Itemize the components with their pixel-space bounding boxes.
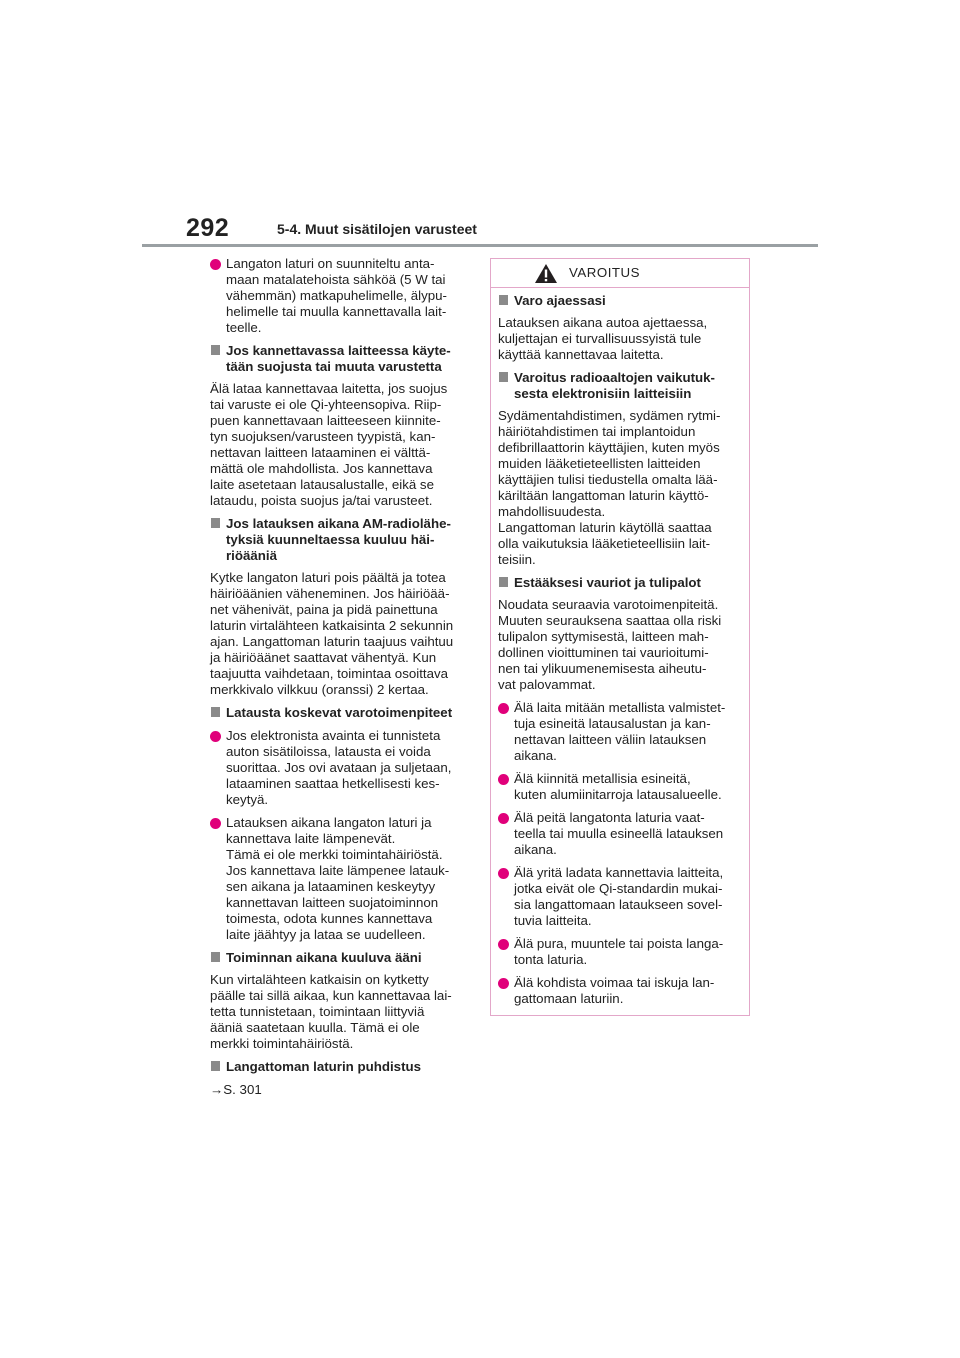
section-heading bbox=[210, 705, 466, 721]
warning-heading bbox=[498, 293, 743, 309]
heading-text: Varoitus radioaaltojen vaikutuk- sesta elektronisiin laitteisiin bbox=[514, 370, 715, 401]
square-bullet-icon bbox=[499, 577, 508, 587]
warning-text: Noudata seuraavia varotoimenpiteitä. Muuten seurauksena saattaa olla riski tulipalon syttymisestä, laitteen mah- dollinen vioittuminen tai vaurioitumi- nen tai ylikuumenemisesta aiheutu- vat palovammat. bbox=[498, 597, 722, 692]
list-item bbox=[498, 771, 743, 803]
section-heading bbox=[210, 343, 466, 375]
section-heading bbox=[210, 1059, 466, 1075]
heading-text: Toiminnan aikana kuuluva ääni bbox=[226, 950, 422, 965]
warning-triangle-icon bbox=[534, 263, 558, 284]
list-item bbox=[498, 810, 743, 858]
section-body: Kun virtalähteen katkaisin on kytketty päälle tai sillä aikaa, kun kannettavaa lai- tetta tunnistetaan, toimintaan liittyviä ääniä saatetaan kuulla. Tämä ei ole merkki toimintahäiriöstä. bbox=[210, 972, 452, 1051]
list-item bbox=[498, 975, 743, 1007]
square-bullet-icon bbox=[211, 518, 220, 528]
heading-text: Jos kannettavassa laitteessa käyte- tään suojusta tai muuta varustetta bbox=[226, 343, 451, 374]
warning-header bbox=[491, 259, 749, 288]
square-bullet-icon bbox=[211, 1061, 220, 1071]
section-body: Älä lataa kannettavaa laitetta, jos suojus tai varuste ei ole Qi-yhteensopiva. Riip- puen kannettavaan laitteeseen kiinnite- tyn suojuksen/varusteen tyypistä, kan- nettavan laitteen lataaminen ei välttä- mättä ole mahdollista. Jos kannettava laite asetetaan latausalustalle, eikä se lataudu, poista suojus ja/tai varusteet. bbox=[210, 381, 448, 508]
page-number: 292 bbox=[186, 214, 230, 242]
square-bullet-icon bbox=[211, 345, 220, 355]
bullet-dot-icon bbox=[210, 259, 221, 270]
section-heading bbox=[210, 950, 466, 966]
bullet-dot-icon bbox=[210, 731, 221, 742]
intro-bullet bbox=[210, 256, 466, 336]
list-item bbox=[210, 815, 466, 943]
heading-text: Jos latauksen aikana AM-radiolähe- tyksiä kuunneltaessa kuuluu häi- riöääniä bbox=[226, 516, 451, 563]
warning-title: VAROITUS bbox=[569, 265, 640, 280]
list-item bbox=[498, 936, 743, 968]
warning-box bbox=[490, 258, 750, 1016]
warning-column bbox=[490, 258, 750, 1016]
warning-heading bbox=[498, 575, 743, 591]
square-bullet-icon bbox=[211, 952, 220, 962]
list-item bbox=[210, 728, 466, 808]
bullet-dot-icon bbox=[498, 978, 509, 989]
section-heading bbox=[210, 516, 466, 564]
heading-text: Estääksesi vauriot ja tulipalot bbox=[514, 575, 701, 590]
bullet-dot-icon bbox=[498, 774, 509, 785]
square-bullet-icon bbox=[499, 372, 508, 382]
heading-text: Langattoman laturin puhdistus bbox=[226, 1059, 422, 1074]
warning-text: Latauksen aikana autoa ajettaessa, kuljettajan ei turvallisuussyistä tule käyttää kannettavaa laitetta. bbox=[498, 315, 708, 362]
bullet-dot-icon bbox=[498, 939, 509, 950]
page-header bbox=[0, 0, 960, 250]
bullet-dot-icon bbox=[210, 818, 221, 829]
section-body: Kytke langaton laturi pois päältä ja totea häiriöäänien väheneminen. Jos häiriöää- net vähenivät, paina ja pidä painettuna laturin virtalähteen katkaisinta 2 sekunnin ajan. Langattoman laturin taajuus vaihtuu ja häiriöäänet saattavat vähentyä. Kun taajuutta vaihdetaan, toimintaa osoittava merkkivalo vilkkuu (oranssi) 2 kertaa. bbox=[210, 570, 454, 697]
header-divider bbox=[142, 244, 818, 247]
list-item bbox=[498, 865, 743, 929]
bullet-dot-icon bbox=[498, 813, 509, 824]
bullet-text: Älä kiinnitä metallisia esineitä, kuten alumiinitarroja latausalueelle. bbox=[514, 771, 722, 802]
heading-text: Varo ajaessasi bbox=[514, 293, 606, 308]
left-column bbox=[210, 256, 466, 1098]
bullet-text: Jos elektronista avainta ei tunnisteta auton sisätiloissa, latausta ei voida suorittaa. Jos ovi avataan ja suljetaan, lataaminen saattaa hetkellisesti kes- keytyä. bbox=[226, 728, 452, 807]
bullet-text: Latauksen aikana langaton laturi ja kannettava laite lämpenevät. Tämä ei ole merkki toimintahäiriöstä. Jos kannettava laite lämpenee latauk- sen aikana ja lataaminen keskeytyy kannettavan laitteen suojatoiminnon toimesta, odota kunnes kannettava laite jäähtyy ja lataa se uudelleen. bbox=[226, 815, 450, 942]
warning-body bbox=[491, 288, 749, 1015]
square-bullet-icon bbox=[499, 295, 508, 305]
bullet-text: Älä laita mitään metallista valmistet- tuja esineitä latausalustan ja kan- nettavan laitteen väliin latauksen aikana. bbox=[514, 700, 726, 763]
bullet-dot-icon bbox=[498, 703, 509, 714]
warning-text: Sydämentahdistimen, sydämen rytmi- häiriötahdistimen tai implantoidun defibrillaattorin käyttäjien, kuten myös muiden lääketieteellisten laitteiden käyttäjien tulisi tiedustella omalta lää- käriltään langattoman laturin käyttö- mahdollisuudesta. Langattoman laturin käytöllä saattaa olla vaikutuksia lääketieteellisiin lait- teisiin. bbox=[498, 408, 721, 567]
square-bullet-icon bbox=[211, 707, 220, 717]
list-item bbox=[498, 700, 743, 764]
bullet-dot-icon bbox=[498, 868, 509, 879]
bullet-text: Älä peitä langatonta laturia vaat- teella tai muulla esineellä latauksen aikana. bbox=[514, 810, 724, 857]
bullet-text: Älä pura, muuntele tai poista langa- tonta laturia. bbox=[514, 936, 724, 967]
section-title: 5-4. Muut sisätilojen varusteet bbox=[277, 221, 477, 237]
heading-text: Latausta koskevat varotoimenpiteet bbox=[226, 705, 453, 720]
warning-heading bbox=[498, 370, 743, 402]
page-reference-link[interactable]: →S. 301 bbox=[210, 1082, 262, 1097]
bullet-text: Älä yritä ladata kannettavia laitteita, jotka eivät ole Qi-standardin mukai- sia langattomaan lataukseen sovel- tuvia laitteita. bbox=[514, 865, 724, 928]
bullet-text: Älä kohdista voimaa tai iskuja lan- gattomaan laturiin. bbox=[514, 975, 715, 1006]
bullet-text: Langaton laturi on suunniteltu anta- maan matalatehoista sähköä (5 W tai vähemmän) matkapuhelimelle, älypu- helimelle tai muulla kannettavalla lait- teelle. bbox=[226, 256, 447, 335]
